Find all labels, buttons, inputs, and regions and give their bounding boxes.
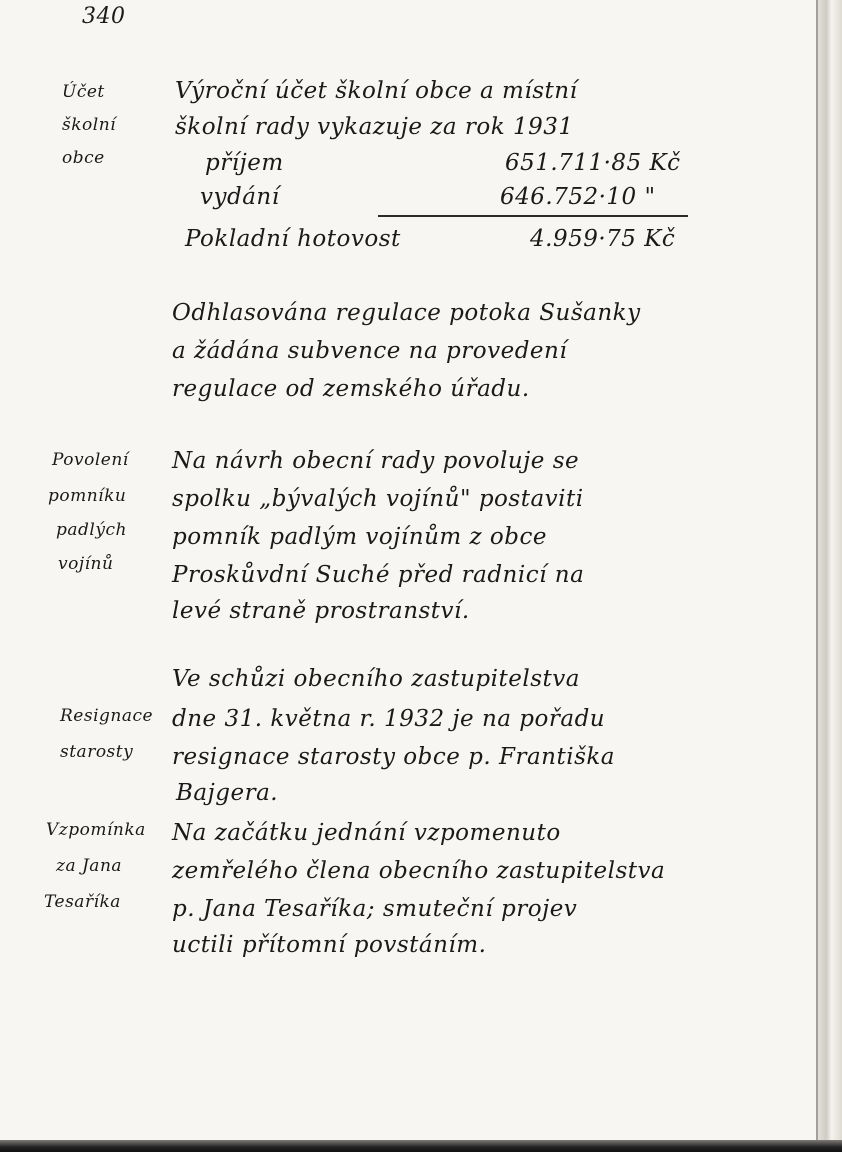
p2-line-3: pomník padlým vojínům z obce [172,524,547,550]
balance-label: Pokladní hotovost [185,226,401,252]
income-label: příjem [205,150,284,176]
p3-line-1: Ve schůzi obecního zastupitelstva [172,666,580,692]
page-number: 340 [82,4,126,29]
margin-note-monument-2: pomníku [48,486,127,506]
margin-note-account-1: Účet [62,82,105,102]
expense-label: vydání [200,184,280,210]
p3-line-2: dne 31. května r. 1932 je na pořadu [172,706,606,732]
margin-note-memorial-2: za Jana [56,856,123,876]
p4-line-4: uctili přítomní povstáním. [172,932,487,958]
p1-line-1: Odhlasována regulace potoka Sušanky [172,300,641,326]
bottom-scan-edge [0,1140,842,1152]
balance-value: 4.959·75 Kč [530,226,676,252]
income-value: 651.711·85 Kč [505,150,681,176]
margin-note-memorial-3: Tesaříka [44,892,121,912]
p1-line-3: regulace od zemského úřadu. [172,376,530,402]
p4-line-1: Na začátku jednání vzpomenuto [172,820,561,846]
p3-line-4: Bajgera. [176,780,279,806]
p2-line-4: Proskůvdní Suché před radnicí na [172,562,585,588]
sum-rule [378,215,688,217]
account-line-2: školní rady vykazuje za rok 1931 [175,114,574,140]
margin-note-resignation-1: Resignace [60,706,154,726]
p4-line-2: zemřelého člena obecního zastupitelstva [172,858,666,884]
margin-note-memorial-1: Vzpomínka [46,820,146,840]
margin-note-resignation-2: starosty [60,742,134,762]
margin-note-monument-1: Povolení [52,450,129,470]
p1-line-2: a žádána subvence na provedení [172,338,568,364]
account-line-1: Výroční účet školní obce a místní [175,78,578,104]
p2-line-2: spolku „bývalých vojínů" postaviti [172,486,584,512]
expense-value: 646.752·10 " [500,184,656,210]
p4-line-3: p. Jana Tesaříka; smuteční projev [172,896,578,922]
margin-note-monument-4: vojínů [58,554,114,574]
margin-note-account-2: školní [62,115,117,135]
page-edge-line [816,0,818,1152]
margin-note-account-3: obce [62,148,105,168]
margin-note-monument-3: padlých [56,520,127,540]
p2-line-1: Na návrh obecní rady povoluje se [172,448,580,474]
book-spine-edge [816,0,842,1152]
p3-line-3: resignace starosty obce p. Františka [172,744,616,770]
p2-line-5: levé straně prostranství. [172,598,470,624]
